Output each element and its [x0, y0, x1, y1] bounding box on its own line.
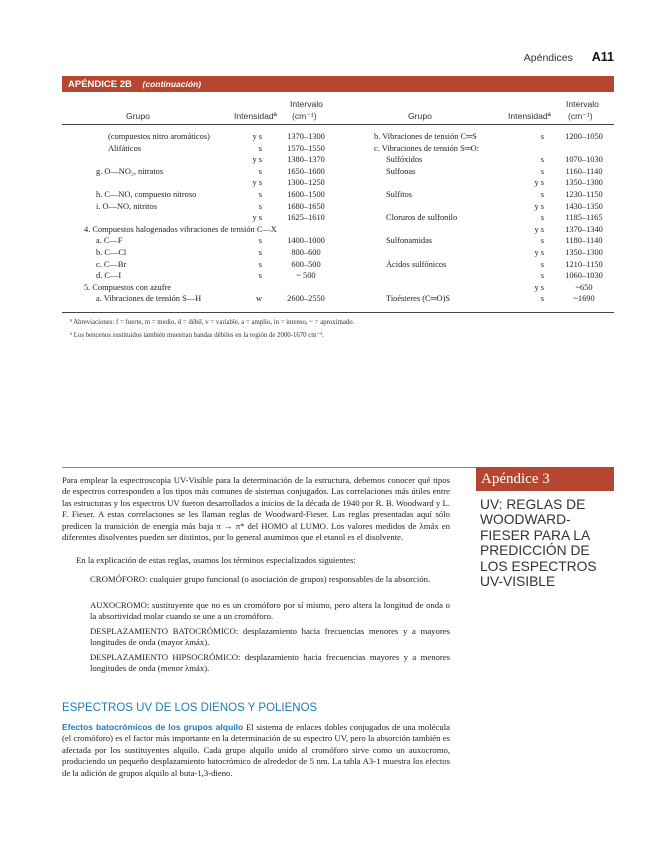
table-header-rule [62, 124, 614, 125]
left-row-range: 1300–1250 [287, 178, 325, 188]
left-row-range: 1570–1550 [287, 143, 325, 153]
left-row-intensity: y s [252, 178, 262, 188]
table-continued: (continuación) [142, 79, 202, 89]
runin-heading: Efectos batocrómicos de los grupos alquilo [62, 722, 244, 732]
left-row-group: i. O—NO, nitritos [96, 201, 157, 211]
left-row-range [280, 282, 332, 293]
left-row-group: a. Vibraciones de tensión S—H [96, 294, 202, 304]
right-row-intensity: y s [534, 178, 544, 188]
table-title-bar [62, 76, 614, 92]
left-row-intensity: s [258, 190, 262, 199]
left-row-range: 2600–2550 [287, 294, 325, 304]
left-row-intensity [240, 282, 262, 293]
header-unidad-left: (cm⁻¹) [292, 111, 317, 121]
right-row-range: 1200–1050 [565, 132, 603, 141]
left-row-range [280, 224, 332, 235]
right-row-range: 1350–1300 [565, 178, 603, 188]
definition-hipsocromico [62, 652, 450, 675]
left-row-range: 1400–1000 [287, 236, 325, 246]
appendix-subtitle-line: FIESER PARA LA [480, 527, 591, 543]
header-intervalo-right: Intervalo [566, 99, 599, 109]
left-row-intensity: s [258, 166, 262, 176]
left-row-range: ~ 500 [296, 271, 316, 281]
left-row-range: 600–500 [291, 259, 321, 269]
header-intensidad-right: Intensidadª [508, 111, 551, 121]
right-row-group: Ácidos sulfónicos [386, 259, 447, 269]
page-number: A11 [591, 50, 614, 64]
left-row-group: 4. Compuestos halogenados vibraciones de tensión C—X [84, 224, 277, 234]
right-row-group: Sulfitos [386, 190, 413, 199]
right-row-intensity: y s [534, 248, 544, 257]
appendix-title: Apéndice 3 [476, 467, 614, 491]
header-grupo-left: Grupo [126, 111, 150, 121]
right-row-intensity: s [540, 155, 544, 165]
right-row-range: 1185–1165 [565, 213, 603, 223]
intro-paragraph: Para emplear la espectroscopia UV-Visible para la determinación de la estructura, debemos conocer qué tipos de espectros corresponden a los tipos más comunes de sistemas conjugados. Las correlaciones más útiles entre las estructuras y los espectros UV fueron desarrollados a inicios de la década de 1940 por R. B. Woodward y L. F. Fieser. A estas correlaciones se les llaman reglas de Woodward-Fieser. Las reglas presentadas aquí sólo predicen la transición de energía más baja π → π* del HOMO al LUMO. Los valores medidos de λmáx en diferentes disolventes pueden ser distintos, por lo general asumimos que el etanol es el disolvente. [62, 475, 450, 543]
header-section: Apéndices [523, 52, 573, 64]
appendix-subtitle-line: LOS ESPECTROS [480, 558, 597, 574]
left-row-range: 1370–1300 [287, 132, 325, 141]
appendix-subtitle-line: WOODWARD- [480, 512, 571, 528]
left-row-group: b. C—Cl [96, 248, 127, 257]
right-row-intensity: s [540, 259, 544, 269]
right-row-range: 1160–1140 [565, 166, 603, 176]
section-heading: ESPECTROS UV DE LOS DIENOS Y POLIENOS [62, 702, 318, 714]
right-row-range: 1210–1150 [565, 259, 603, 269]
right-row-group: c. Vibraciones de tensión S═O: [374, 143, 480, 153]
footnote-b: ᵇ Los bencenos sustituidos también muestran bandas débiles en la región de 2000-1670 cm⁻¹. [70, 332, 324, 339]
left-row-range: 1680–1650 [287, 201, 325, 211]
definition-text: desplazamiento hacia frecuencias menores y a mayores longitudes de onda (mayor λmáx). [90, 626, 450, 648]
right-row-range: 1370–1340 [565, 224, 603, 234]
header-intervalo-left: Intervalo [290, 99, 323, 109]
appendix-subtitle [476, 497, 614, 589]
left-row-intensity: y s [252, 155, 262, 165]
left-row-group: Alifáticos [108, 143, 142, 153]
left-row-intensity: w [255, 294, 262, 304]
header-grupo-right: Grupo [408, 111, 432, 121]
header-intensidad-left: Intensidadª [234, 111, 277, 121]
right-row-range: 1350–1300 [565, 248, 603, 257]
left-row-intensity: s [258, 143, 262, 153]
footnote-a: ª Abreviaciones: f = fuerte, m = medio, d = débil, v = variable, a = amplio, in = intenso, ~ = aproximado. [70, 319, 355, 326]
left-row-group: (compuestos nitro aromáticos) [108, 132, 210, 141]
appendix-subtitle-line: PREDICCIÓN DE [480, 543, 590, 559]
definition-term: DESPLAZAMIENTO BATOCRÓMICO: [90, 626, 239, 636]
right-row-intensity [522, 143, 544, 154]
table-bottom-rule [62, 312, 614, 313]
left-row-group: a. C—F [96, 236, 123, 246]
right-row-range: 1180–1140 [565, 236, 603, 246]
left-row-intensity: s [258, 201, 262, 211]
definition-cromoforo [62, 574, 450, 585]
left-row-range: 1650–1600 [287, 166, 325, 176]
appendix-subtitle-line: UV: REGLAS DE [480, 497, 586, 512]
running-header [524, 50, 614, 64]
left-row-intensity: s [258, 271, 262, 281]
definition-text: cualquier grupo funcional (o asociación de grupos) responsables de la absorción. [149, 574, 431, 584]
section-paragraph [62, 722, 450, 779]
left-row-range: 1380–1370 [287, 155, 325, 165]
right-row-group: Sulfonas [386, 166, 416, 176]
left-row-group: d. C—I [96, 271, 122, 281]
definition-auxocromo [62, 600, 450, 623]
left-row-intensity: y s [252, 213, 262, 223]
right-row-intensity: s [540, 166, 544, 176]
right-row-intensity: s [540, 294, 544, 304]
right-row-intensity: s [540, 190, 544, 199]
right-row-intensity: s [540, 236, 544, 246]
definition-term: AUXOCROMO: [90, 600, 150, 610]
right-row-range: 1230–1150 [565, 190, 603, 199]
right-row-range: 1060–1030 [565, 271, 603, 281]
left-row-group: 5. Compuestos con azufre [84, 282, 171, 292]
right-row-range: 1430–1350 [565, 201, 603, 211]
right-row-intensity: y s [534, 224, 544, 234]
left-row-intensity: s [258, 248, 262, 257]
left-row-group: c. C—Br [96, 259, 127, 269]
left-row-range: 1625–1610 [287, 213, 325, 223]
left-row-range: 800–600 [291, 248, 321, 257]
definition-batocromico [62, 626, 450, 649]
right-row-range: 1070–1030 [565, 155, 603, 165]
header-unidad-right: (cm⁻¹) [568, 111, 593, 121]
appendix-subtitle-line: UV-VISIBLE [480, 574, 556, 590]
right-row-intensity: y s [534, 282, 544, 292]
left-row-group: g. O—NO₂, nitratos [96, 166, 164, 176]
right-row-group: b. Vibraciones de tensión C═S [374, 132, 477, 141]
terms-intro: En la explicación de estas reglas, usamos los términos especializados siguientes: [76, 555, 356, 565]
left-row-range: 1600–1500 [287, 190, 325, 199]
right-row-range [558, 143, 610, 154]
left-row-intensity: s [258, 259, 262, 269]
right-row-intensity: y s [534, 201, 544, 211]
table-title: APÉNDICE 2B [68, 79, 132, 90]
left-row-group: h. C—NO, compuesto nitroso [96, 190, 197, 199]
left-row-intensity: y s [252, 132, 262, 141]
appendix-sidebar [476, 467, 614, 589]
definition-text: sustituyente que no es un cromóforo por sí mismo, pero altera la longitud de onda o la absortividad molar cuando se une a un cromóforo. [90, 600, 450, 622]
right-row-intensity: s [540, 213, 544, 223]
definition-text: desplazamiento hacia frecuencias mayores y a menores longitudes de onda (menor λmáx). [90, 652, 451, 674]
left-row-intensity: s [258, 236, 262, 246]
right-row-intensity: s [540, 132, 544, 141]
section-divider [62, 467, 476, 468]
definition-term: CROMÓFORO: [90, 574, 148, 584]
right-row-intensity: s [540, 271, 544, 281]
left-row-intensity [240, 224, 262, 235]
right-row-range: ~650 [575, 282, 593, 292]
right-row-group: Cloruros de sulfonilo [386, 213, 458, 223]
definition-term: DESPLAZAMIENTO HIPSOCRÓMICO: [90, 652, 241, 662]
right-row-group: Tioésteres (C═O)S [386, 294, 451, 304]
right-row-range: ~1690 [573, 294, 595, 304]
right-row-group: Sulfonamidas [386, 236, 433, 246]
right-row-group: Sulfóxidos [386, 155, 423, 165]
section-text: El sistema de enlaces dobles conjugados de una molécula (el cromóforo) es el factor más importante en la determinación de su espectro UV, pero la absorción también es afectada por los sustituyentes alquilo. Cada grupo alquilo unido al cromóforo sirve como un auxocromo, produciendo un pequeño desplazamiento batocrómico de alrededor de 5 nm. La tabla A3-1 muestra los efectos de la adición de grupos alquilo al buta-1,3-dieno. [62, 722, 451, 778]
